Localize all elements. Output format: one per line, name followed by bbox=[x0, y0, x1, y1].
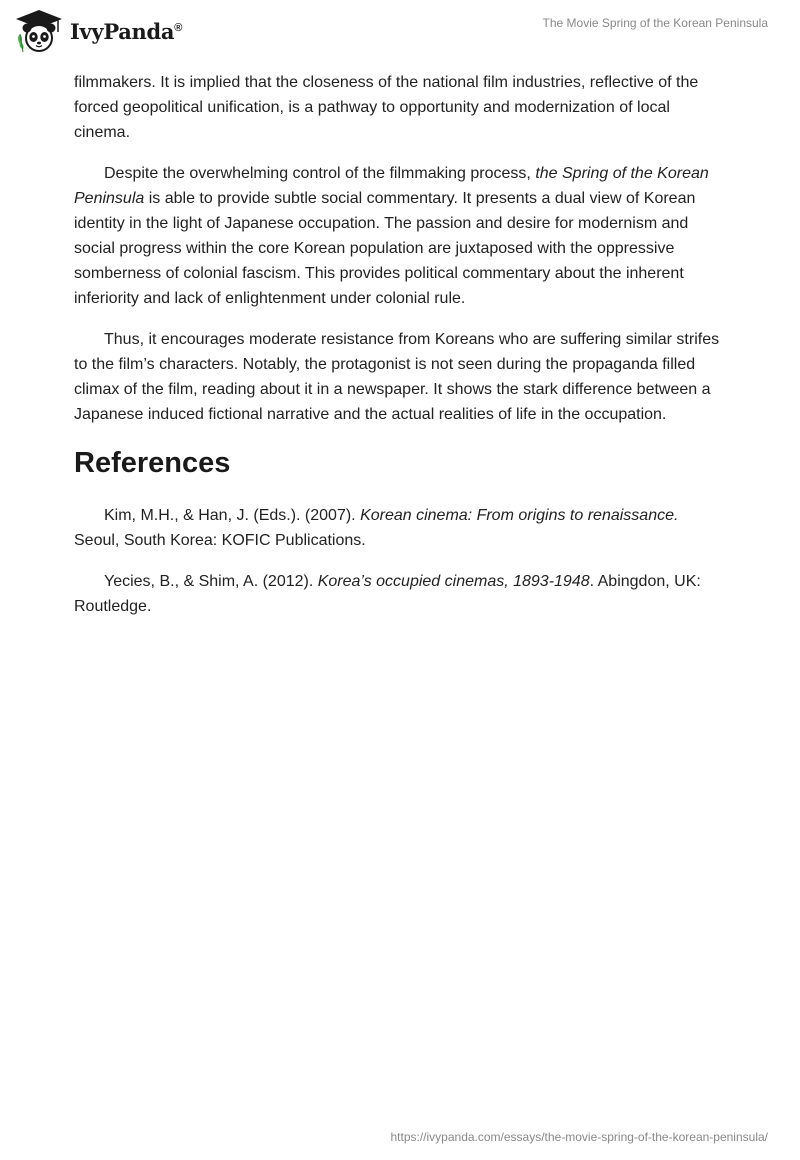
brand-text: IvyPanda bbox=[70, 18, 175, 44]
reference-item bbox=[74, 569, 726, 619]
panda-logo-icon bbox=[14, 8, 64, 54]
reference-authors: Kim, M.H., & Han, J. (Eds.). (2007). bbox=[104, 507, 361, 524]
paragraph-2 bbox=[74, 161, 726, 311]
reference-publisher: . Abingdon, UK: Routledge. bbox=[74, 573, 701, 615]
reference-publisher: Seoul, South Korea: KOFIC Publications. bbox=[74, 532, 366, 549]
source-url[interactable]: https://ivypanda.com/essays/the-movie-spring-of-the-korean-peninsula/ bbox=[390, 1130, 768, 1144]
paragraph-3: Thus, it encourages moderate resistance from Koreans who are suffering similar strifes to the film’s characters. Notably, the protagonist is not seen during the propaganda filled climax of the film, reading about it in a newspaper. It shows the stark difference between a Japanese induced fictional narrative and the actual realities of life in the occupation. bbox=[74, 331, 720, 423]
reference-item bbox=[74, 503, 726, 553]
brand-logo[interactable] bbox=[14, 8, 182, 54]
paragraph-1: filmmakers. It is implied that the closeness of the national film industries, reflective of the forced geopolitical unification, is a pathway to opportunity and modernization of local cinema. bbox=[74, 74, 699, 141]
reference-authors: Yecies, B., & Shim, A. (2012). bbox=[104, 573, 318, 590]
paragraph-2-end: is able to provide subtle social commentary. It presents a dual view of Korean identity in the light of Japanese occupation. The passion and desire for modernism and social progress within the core Korean population are juxtaposed with the oppressive somberness of colonial fascism. This provides political commentary about the inherent inferiority and lack of enlightenment under colonial rule. bbox=[74, 190, 696, 307]
registered-mark: ® bbox=[174, 21, 183, 34]
reference-title: Korean cinema: From origins to renaissance. bbox=[360, 507, 679, 524]
reference-title: Korea’s occupied cinemas, 1893-1948 bbox=[317, 573, 590, 590]
document-body bbox=[74, 70, 726, 635]
references-heading: References bbox=[74, 447, 231, 479]
brand-name bbox=[70, 19, 182, 44]
document-title: The Movie Spring of the Korean Peninsula bbox=[542, 16, 768, 30]
page-header bbox=[0, 0, 800, 66]
film-title-italic: the Spring of the Korean Peninsula bbox=[74, 165, 709, 207]
paragraph-2-start: Despite the overwhelming control of the filmmaking process, bbox=[104, 165, 536, 182]
